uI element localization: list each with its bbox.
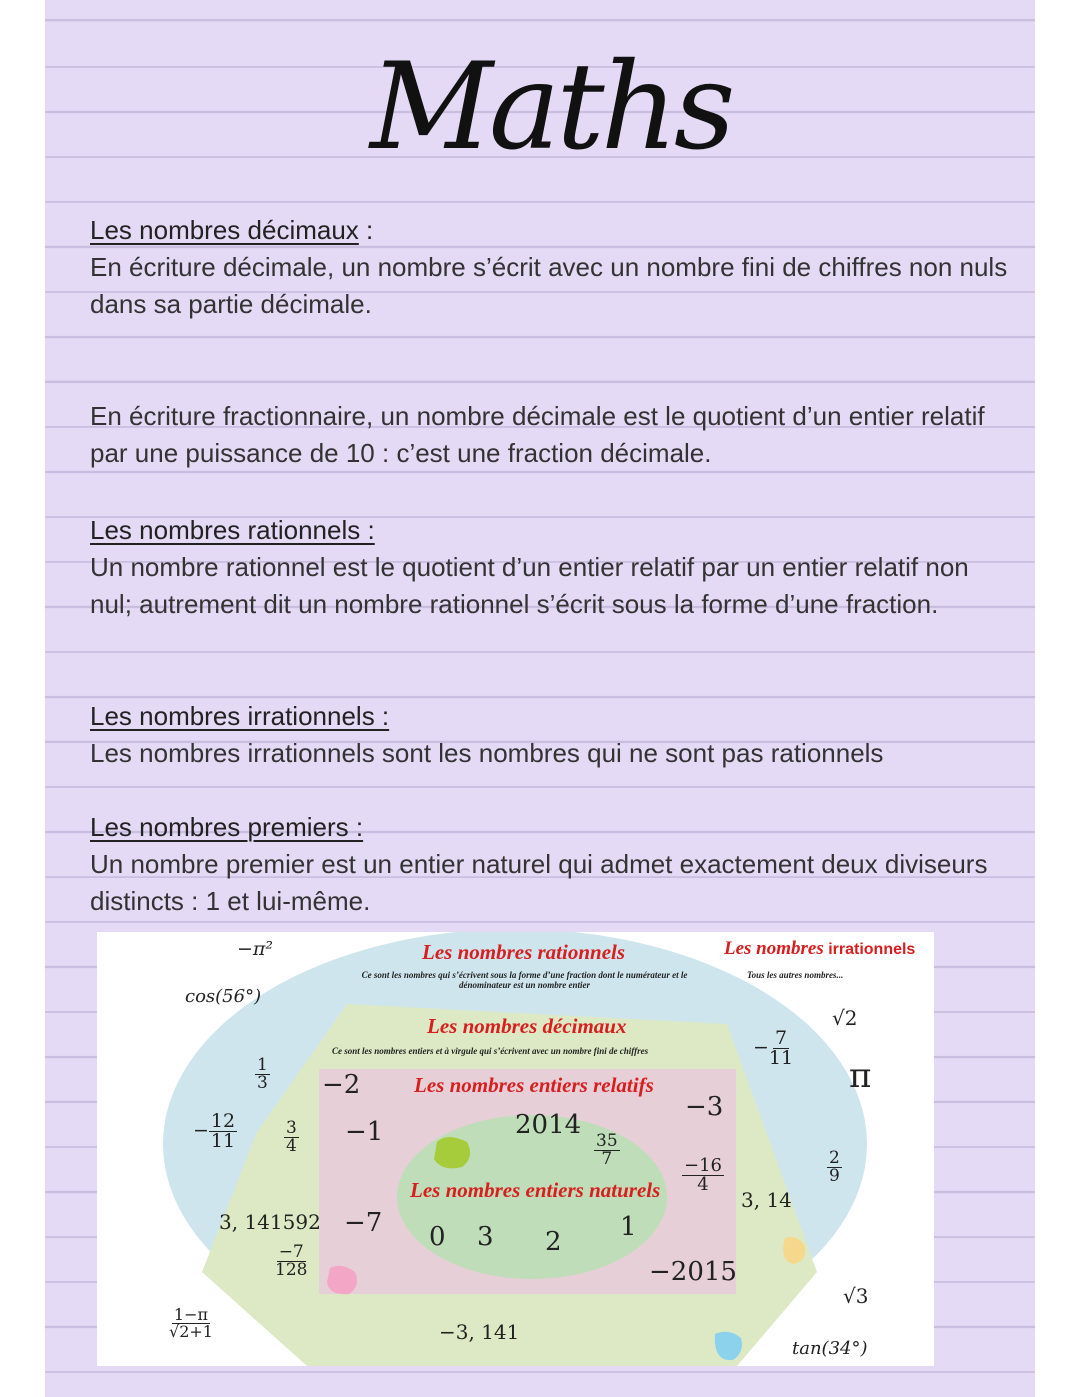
value-two: 2 — [545, 1227, 562, 1257]
section-rationnels — [90, 512, 1010, 623]
value-three-quarters: $\frac{3}{4}$ — [286, 1118, 297, 1156]
value-minus-1: −1 — [345, 1117, 384, 1147]
value-one-third: $\frac{1}{3}$ — [257, 1055, 268, 1093]
value-tan34: tan(34°) — [792, 1338, 868, 1359]
value-minus-16-4: $\frac{-16}{4}$ — [684, 1155, 722, 1195]
value-pi-approx: 3, 141592 — [219, 1210, 321, 1234]
section-heading: Les nombres rationnels : — [90, 515, 375, 545]
value-two-ninths: $\frac{2}{9}$ — [829, 1148, 840, 1186]
value-one: 1 — [620, 1212, 637, 1242]
value-one-minus-pi: $\frac{1-\pi}{√2+1}$ — [169, 1305, 213, 1341]
value-minus-2: −2 — [322, 1070, 361, 1100]
value-minus-7: −7 — [344, 1208, 383, 1238]
section-decimaux-fraction — [90, 398, 1010, 472]
note-irrationnels: Tous les autres nombres... — [747, 970, 844, 980]
section-irrationnels — [90, 698, 1010, 772]
label-irrationnels: Les nombres irrationnels — [724, 938, 916, 959]
section-heading: Les nombres décimaux — [90, 215, 359, 245]
green-blob — [434, 1137, 470, 1168]
section-premiers — [90, 809, 1010, 920]
value-minus-12-11: − $\frac{12}{11}$ — [193, 1110, 236, 1152]
label-rationnels: Les nombres rationnels — [422, 940, 626, 964]
section-text: Les nombres irrationnels sont les nombres qui ne sont pas rationnels — [90, 738, 884, 768]
value-three: 3 — [477, 1222, 494, 1252]
section-text: Un nombre rationnel est le quotient d’un entier relatif par un entier relatif non nul; autrement dit un nombre rationnel s’écrit sous la forme d’une fraction. — [90, 552, 969, 619]
value-sqrt3: √3 — [843, 1284, 869, 1308]
value-sqrt2: √2 — [832, 1006, 858, 1030]
value-314: 3, 14 — [741, 1188, 792, 1212]
note-rationnels: Ce sont les nombres qui s’écrivent sous la forme d’une fraction dont le numérateur et le dénominateur est un nombre entier — [361, 970, 688, 990]
section-heading: Les nombres premiers : — [90, 812, 364, 842]
section-heading: Les nombres irrationnels : — [90, 701, 390, 731]
label-naturels: Les nombres entiers naturels — [410, 1178, 661, 1202]
value-minus-3141: −3, 141 — [439, 1320, 520, 1344]
value-minus-2015: −2015 — [649, 1257, 737, 1287]
section-text: En écriture décimale, un nombre s’écrit avec un nombre fini de chiffres non nuls dans sa partie décimale. — [90, 252, 1008, 319]
section-text: En écriture fractionnaire, un nombre décimale est le quotient d’un entier relatif par une puissance de 10 : c’est une fraction décimale. — [90, 401, 985, 468]
value-35-7: $\frac{35}{7}$ — [596, 1131, 618, 1169]
value-minus-3: −3 — [685, 1092, 724, 1122]
section-decimaux: Les nombres décimaux : En écriture décimale, un nombre s’écrit avec un nombre fini de chiffres non nuls dans sa partie décimale. — [90, 215, 1008, 319]
label-relatifs: Les nombres entiers relatifs — [414, 1073, 654, 1097]
value-minus-7-11: − $\frac{7}{11}$ — [753, 1027, 794, 1069]
value-zero: 0 — [429, 1222, 446, 1252]
value-2014: 2014 — [515, 1110, 582, 1140]
value-cos56: cos(56°) — [185, 986, 262, 1007]
label-decimaux: Les nombres décimaux — [427, 1014, 627, 1038]
note-decimaux: Ce sont les nombres entiers et à virgule qui s’écrivent avec un nombre fini de chiffres — [332, 1046, 649, 1056]
value-pi: π — [849, 1056, 872, 1096]
number-sets-diagram — [97, 932, 934, 1366]
value-minus-7-128: $\frac{-7}{128}$ — [275, 1242, 308, 1280]
page-title: Maths — [370, 38, 732, 177]
section-text: Un nombre premier est un entier naturel qui admet exactement deux diviseurs distincts : 1 et lui-même. — [90, 849, 988, 916]
value-minus-pi-squared: −π² — [237, 938, 274, 960]
